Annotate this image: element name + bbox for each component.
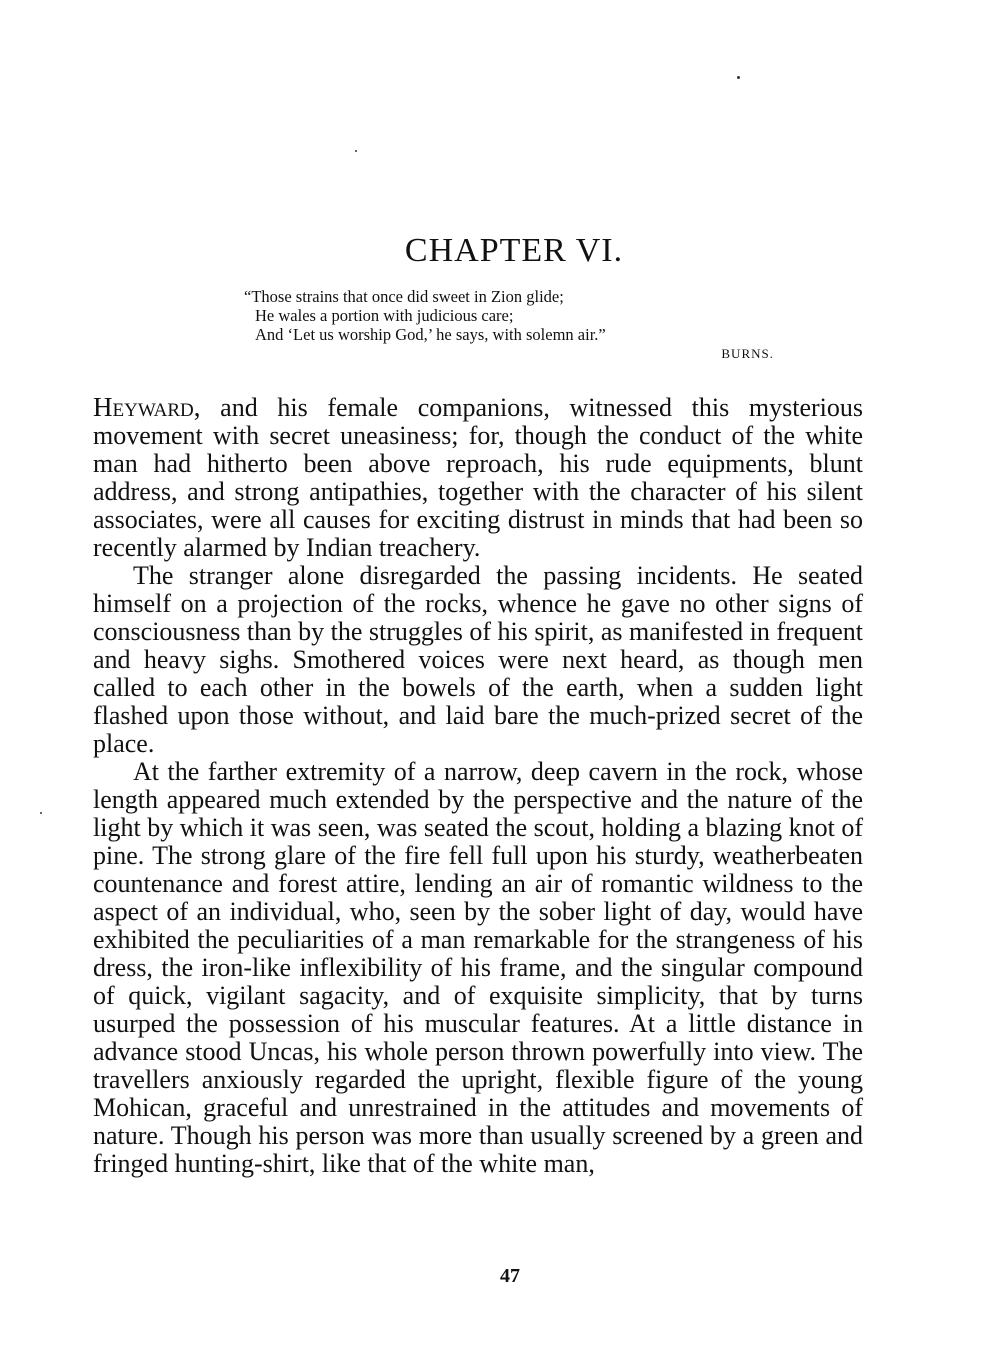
epigraph [244, 287, 774, 363]
epigraph-line: And ‘Let us worship God,’ he says, with solemn air.” [255, 325, 606, 344]
epigraph-line: He wales a portion with judicious care; [255, 306, 514, 325]
paragraph-text: and his female companions, witnessed this mysterious movement with secret uneasiness; for, though the conduct of the white man had hitherto been above reproach, his rude equipments, blunt address, and strong antipathies, together with the character of his silent associates, were all causes for exciting distrust in minds that had been so recently alarmed by Indian treachery. [93, 393, 863, 562]
epigraph-line: “Those strains that once did sweet in Zion glide; [244, 287, 564, 306]
scan-speck [355, 150, 357, 152]
chapter-title: CHAPTER VI. [404, 232, 624, 269]
chapter-body [93, 393, 863, 1178]
epigraph-attribution: BURNS. [721, 346, 774, 361]
page-number: 47 [500, 1265, 520, 1287]
scan-speck [737, 76, 740, 79]
paragraph: The stranger alone disregarded the passing incidents. He seated himself on a projection of the rocks, whence he gave no other signs of consciousness than by the struggles of his spirit, as manifested in frequent and heavy sighs. Smothered voices were next heard, as though men called to each other in the bowels of the earth, when a sudden light flashed upon those without, and laid bare the much-prized secret of the place. [93, 561, 863, 758]
paragraph-lead-word: Heyward, [93, 392, 201, 422]
paragraph: At the farther extremity of a narrow, deep cavern in the rock, whose length appeared much extended by the perspective and the nature of the light by which it was seen, was seated the scout, holding a blazing knot of pine. The strong glare of the fire fell full upon his sturdy, weatherbeaten countenance and forest attire, lending an air of romantic wildness to the aspect of an individual, who, seen by the sober light of day, would have exhibited the peculiarities of a man remarkable for the strangeness of his dress, the iron-like inflexibility of his frame, and the singular compound of quick, vigilant sagacity, and of exquisite simplicity, that by turns usurped the possession of his muscular features. At a little distance in advance stood Uncas, his whole person thrown powerfully into view. The travellers anxiously regarded the upright, flexible figure of the young Mohican, graceful and unrestrained in the attitudes and movements of nature. Though his person was more than usually screened by a green and fringed hunting-shirt, like that of the white man, [93, 757, 863, 1178]
scan-speck [40, 812, 42, 814]
paragraph [93, 393, 863, 562]
